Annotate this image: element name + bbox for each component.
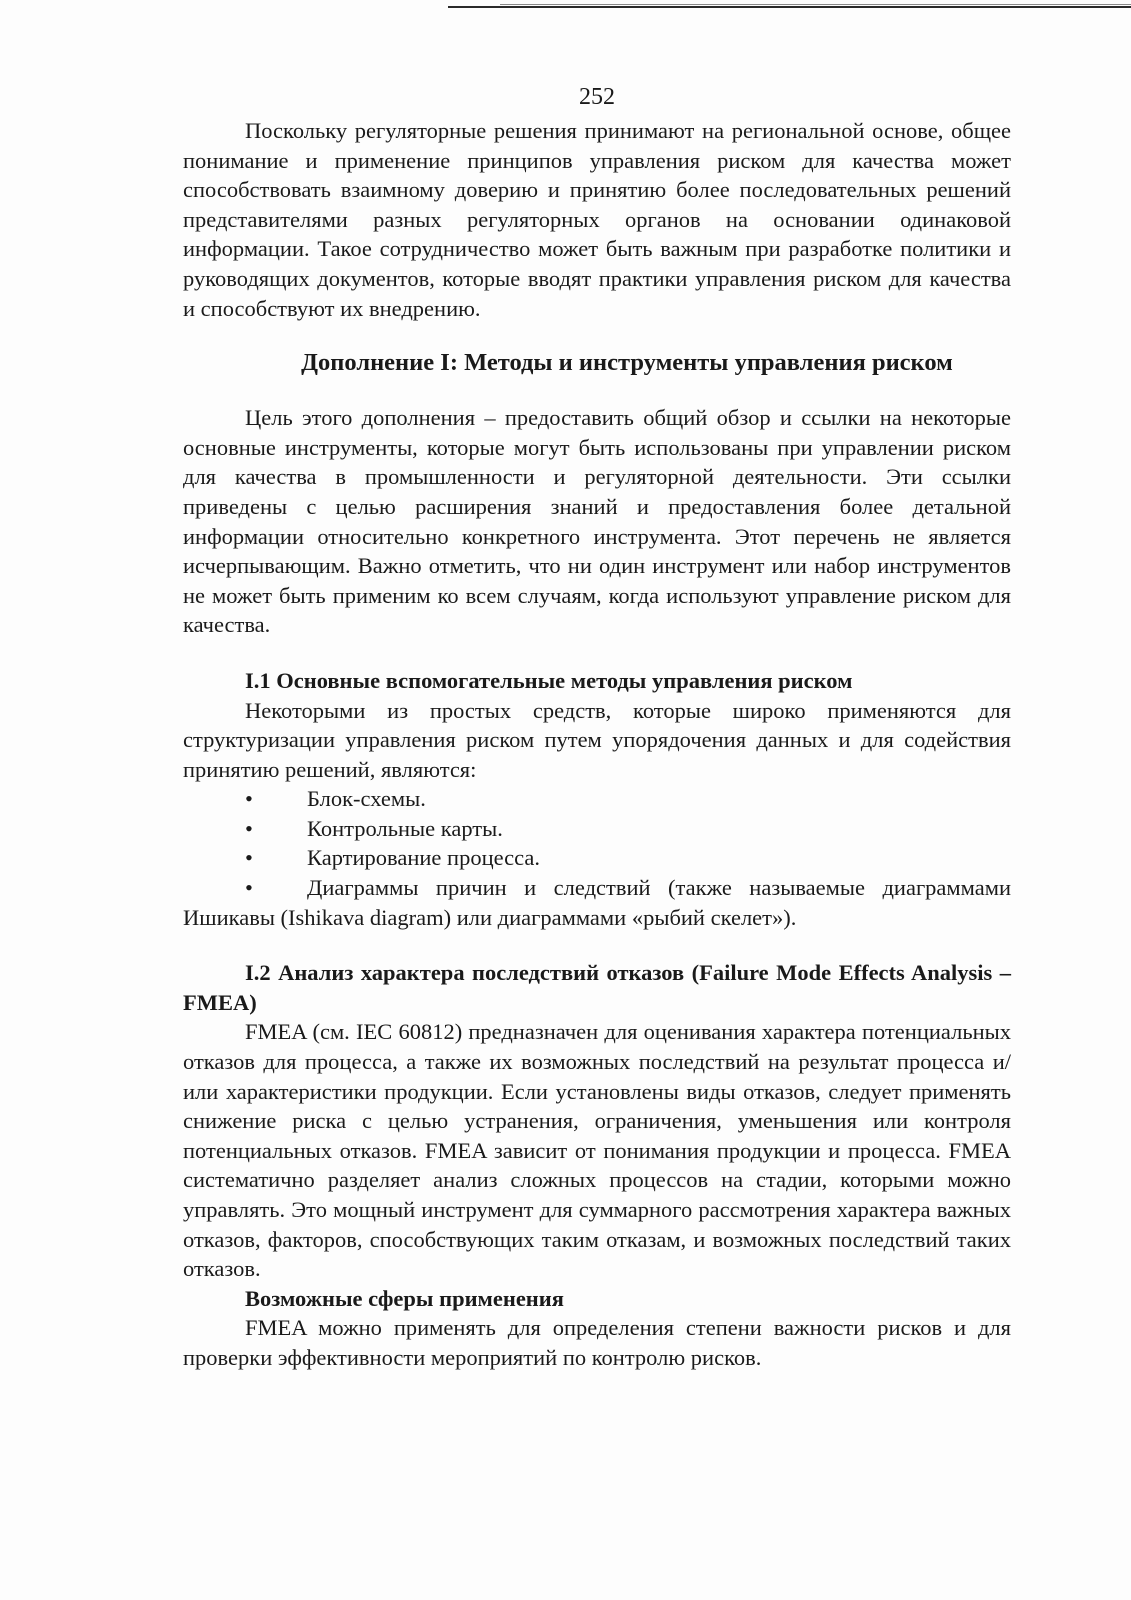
intro-paragraph: Поскольку регуляторные решения принимают на региональной основе, общее понимание и применение принципов управления риском для качества может способствовать взаимному доверию и принятию более последовательных решений представителями разных регуляторных органов на основании одинаковой информации. Такое сотрудничество может быть важным при разработке политики и руководящих документов, которые вводят практики управления риском для качества и способствуют их внедрению.: [183, 118, 1011, 321]
section-1-2-body: FMEA (см. IEC 60812) предназначен для оценивания характера потенциальных отказов для процесса, а также их возможных последствий на результат процесса и/или характеристики продукции. Если установлены виды отказов, следует применять снижение риска с целью устранения, ограничения, уменьшения или контроля потенциальных отказов. FMEA зависит от понимания продукции и процесса. FMEA систематично разделяет анализ сложных процессов на стадии, которыми можно управлять. Это мощный инструмент для суммарного рассмотрения характера важных отказов, факторов, способствующих таким отказам, и возможных последствий таких отказов.: [183, 1019, 1011, 1282]
document-page: [183, 82, 1011, 1373]
list-item: [183, 843, 1011, 873]
bullet-icon: •: [245, 875, 253, 901]
list-item: [183, 873, 1011, 932]
section-1-1-heading: I.1 Основные вспомогательные методы управления риском: [245, 667, 853, 693]
list-item-text: Контрольные карты.: [307, 815, 503, 841]
bullet-icon: •: [245, 815, 253, 841]
section-1-2-subheading: Возможные сферы применения: [245, 1285, 564, 1311]
page-number: 252: [579, 84, 615, 110]
scan-edge-line: [448, 6, 1131, 8]
list-item-text: Картирование процесса.: [307, 845, 541, 871]
bullet-icon: •: [245, 845, 253, 871]
bullet-icon: •: [245, 786, 253, 812]
section-1-1-intro: Некоторыми из простых средств, которые широко применяются для структуризации управления риском путем упорядочения данных и для содействия принятию решений, являются:: [183, 697, 1011, 782]
tools-list: [183, 784, 1011, 932]
list-item: [183, 784, 1011, 814]
section-1-2-heading: I.2 Анализ характера последствий отказов (Failure Mode Effects Analysis – FMEA): [183, 960, 1011, 1015]
list-item: [183, 814, 1011, 844]
list-item-text: Диаграммы причин и следствий (также называемые диаграммами Ишикавы (Ishikava diagram) или диаграммами «рыбий скелет»).: [183, 875, 1011, 930]
scan-edge-line-secondary: [500, 4, 1131, 5]
section-1-2-application: FMEA можно применять для определения степени важности рисков и для проверки эффективности мероприятий по контролю рисков.: [183, 1315, 1011, 1370]
annex-intro-paragraph: Цель этого дополнения – предоставить общий обзор и ссылки на некоторые основные инструменты, которые могут быть использованы при управлении риском для качества в промышленности и регуляторной деятельности. Эти ссылки приведены с целью расширения знаний и предоставления более детальной информации относительно конкретного инструмента. Этот перечень не является исчерпывающим. Важно отметить, что ни один инструмент или набор инструментов не может быть применим ко всем случаям, когда используют управление риском для качества.: [183, 405, 1011, 638]
list-item-text: Блок-схемы.: [307, 786, 426, 812]
annex-title: Дополнение I: Методы и инструменты управления риском: [301, 349, 953, 377]
